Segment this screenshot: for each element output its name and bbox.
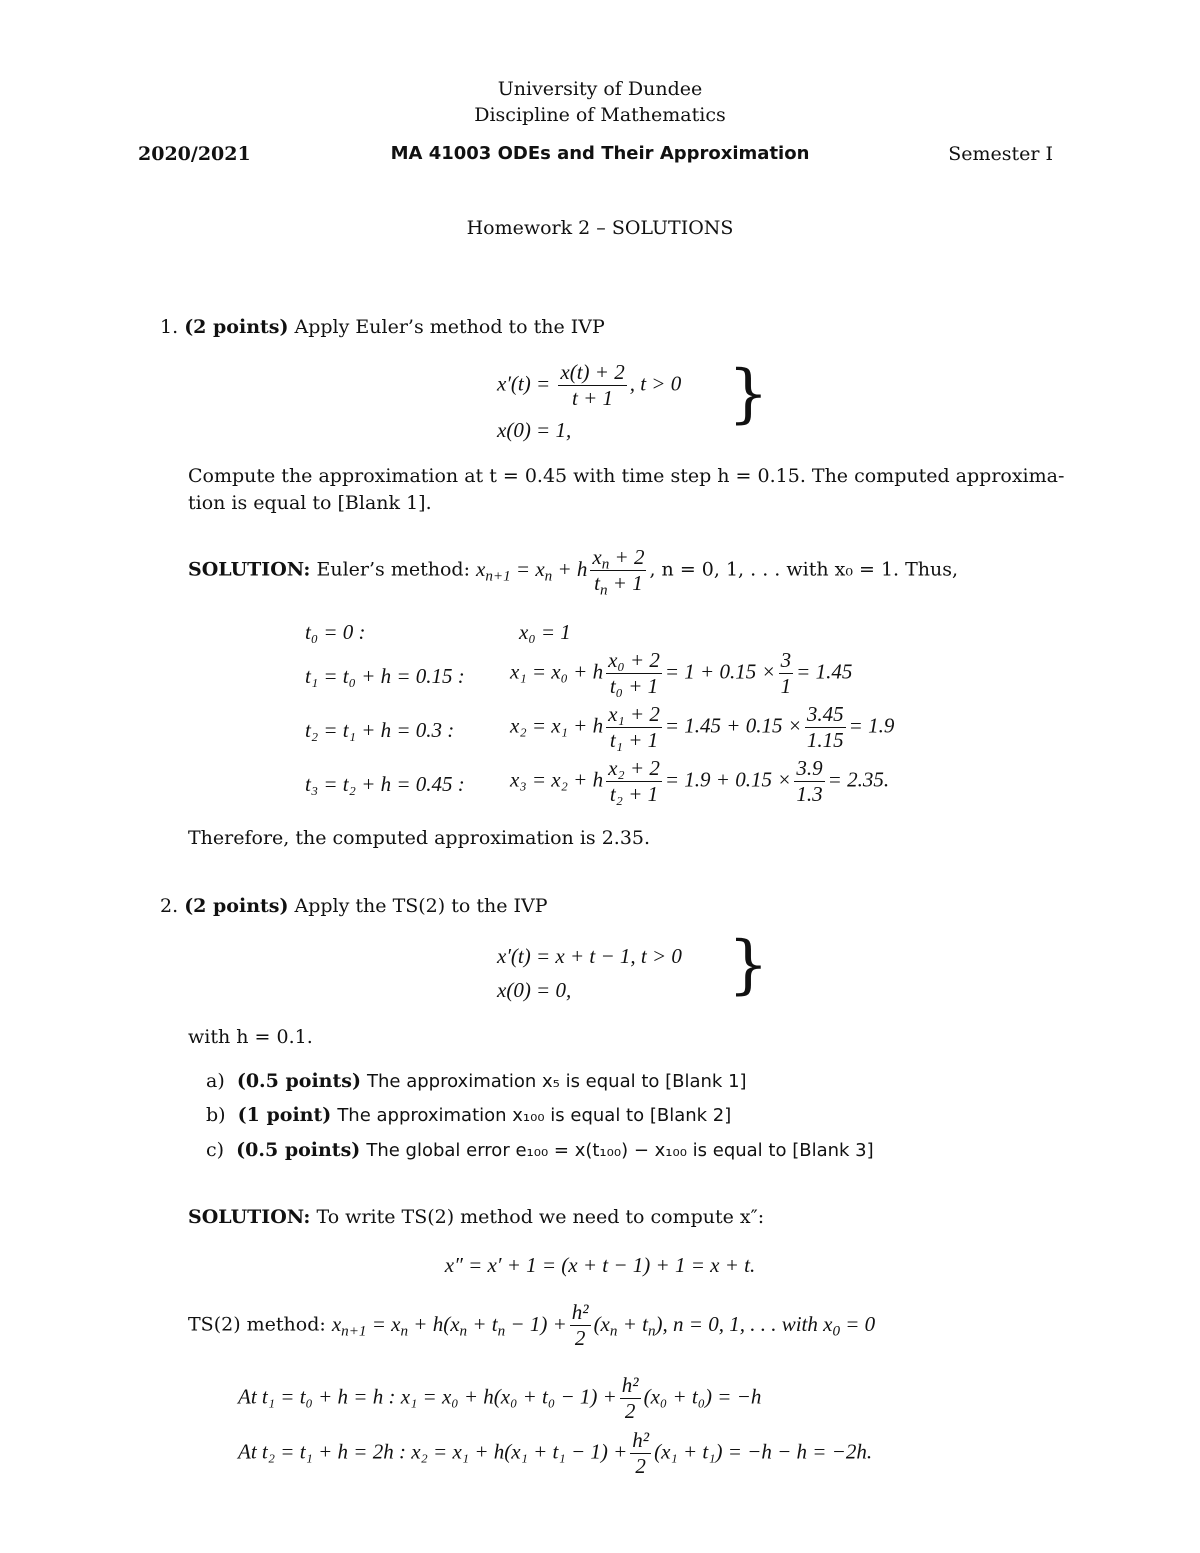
q2-part-a: a) (0.5 points) The approximation x₅ is equal to [Blank 1]	[206, 1070, 747, 1092]
discipline-name: Discipline of Mathematics	[474, 104, 726, 126]
q1-points: (2 points)	[184, 316, 289, 338]
document-title: Homework 2 – SOLUTIONS	[466, 217, 734, 239]
q1-step3-x: x₃ = x₂ + h	[510, 767, 604, 792]
q1-ivp-lhs: x′(t) =	[497, 371, 551, 396]
q1-step3-fraction: $\frac{\text{x₂ + 2}}{\text{t₂ + 1}}$	[608, 756, 660, 807]
q1-ivp-fraction	[558, 360, 626, 411]
q1-ivp-brace: }	[728, 357, 769, 431]
q1-conclusion: Therefore, the computed approximation is 2.35.	[188, 827, 651, 849]
q2-points: (2 points)	[184, 895, 289, 917]
q1-euler-fraction: $\frac{x_n + 2}{t_n + 1}$	[592, 545, 645, 599]
q2-step1	[238, 1373, 761, 1424]
q1-step0-t: t₀ = 0 :	[305, 620, 366, 644]
q1-ivp-condition: , t > 0	[629, 371, 682, 396]
q2-part-b-text: The approximation x₁₀₀ is equal to [Blank 2]	[337, 1105, 732, 1126]
q1-solution-intro	[188, 545, 959, 599]
q1-euler-formula: $x_{n+1} = x_n + h$	[476, 556, 588, 585]
q1-step1-t: t₁ = t₀ + h = 0.15 :	[305, 664, 465, 688]
q2-ivp-brace: }	[728, 928, 769, 1002]
q1-solution-text: Euler’s method:	[316, 558, 470, 581]
semester: Semester I	[948, 143, 1053, 165]
q1-ivp-initial: x(0) = 1,	[497, 418, 572, 442]
q1-step3-expr: x₃ = x₂ + h $\frac{\text{x₂ + 2}}{\text{t₂ + 1}}$ = 1.9 + 0.15 × $\frac{3.9}{1.3}$ = 2.35.	[510, 756, 890, 807]
q2-with-h: with h = 0.1.	[188, 1026, 313, 1048]
q2-ts2-lhs: $x_{n+1} = x_n + h(x_n + t_n - 1)$ +	[331, 1311, 567, 1340]
q1-step1-value-fraction: $\frac{3}{1}$	[780, 648, 792, 699]
q2-part-a-text: The approximation x₅ is equal to [Blank 1]	[367, 1071, 747, 1092]
q2-part-c-text: The global error e₁₀₀ = x(t₁₀₀) − x₁₀₀ is equal to [Blank 3]	[366, 1140, 874, 1161]
academic-year: 2020/2021	[138, 143, 251, 165]
course-title: MA 41003 ODEs and Their Approximation	[390, 143, 810, 164]
q2-ts2-rhs: $(x_n + t_n)$, n = 0, 1, . . . with $x_0 = 0$	[593, 1311, 876, 1340]
q1-heading	[160, 316, 605, 338]
q2-ts2-fraction: $\frac{\text{h²}}{2}$	[571, 1300, 589, 1351]
q1-step1-x: x₁ = x₀ + h	[510, 659, 604, 684]
q1-step3-t: t₃ = t₂ + h = 0.45 :	[305, 772, 465, 796]
q1-step0-x: x₀ = 1	[519, 620, 571, 644]
q2-step1-lhs: At t₁ = t₀ + h = h : x₁ = x₀ + h(x₀ + t₀ − 1) +	[238, 1384, 617, 1409]
q2-part-b: b) (1 point) The approximation x₁₀₀ is equal to [Blank 2]	[206, 1104, 732, 1126]
q2-part-c-points: (0.5 points)	[236, 1139, 361, 1161]
q1-ivp-den: t + 1	[572, 386, 614, 411]
q1-step2-expr: x₂ = x₁ + h $\frac{\text{x₁ + 2}}{\text{t₁ + 1}}$ = 1.45 + 0.15 × $\frac{3.45}{1.15}$ = 1.9	[510, 702, 895, 753]
q1-ivp-num: x(t) + 2	[558, 360, 626, 386]
q1-step3-value-fraction: $\frac{3.9}{1.3}$	[796, 756, 823, 807]
q2-solution-intro	[188, 1206, 764, 1228]
q1-solution-label: SOLUTION:	[188, 558, 311, 581]
q1-step2-fraction: $\frac{\text{x₁ + 2}}{\text{t₁ + 1}}$	[608, 702, 660, 753]
q2-step1-rhs: (x₀ + t₀) = −h	[643, 1384, 762, 1409]
q2-step2-rhs: (x₁ + t₁) = −h − h = −2h.	[654, 1439, 873, 1464]
q2-ts2-method	[188, 1300, 875, 1351]
q2-number: 2.	[160, 895, 179, 917]
q2-solution-label: SOLUTION:	[188, 1206, 311, 1228]
university-name: University of Dundee	[497, 78, 703, 100]
q2-step2	[238, 1428, 872, 1479]
q2-intro: Apply the TS(2) to the IVP	[294, 895, 548, 917]
q2-step2-fraction: $\frac{\text{h²}}{2}$	[632, 1428, 650, 1479]
q2-step1-fraction: $\frac{\text{h²}}{2}$	[621, 1373, 639, 1424]
q2-part-a-points: (0.5 points)	[236, 1070, 361, 1092]
q1-ivp-equation	[497, 360, 681, 411]
q1-number: 1.	[160, 316, 179, 338]
q2-step2-lhs: At t₂ = t₁ + h = 2h : x₂ = x₁ + h(x₁ + t₁ − 1) +	[238, 1439, 628, 1464]
q2-ivp-initial: x(0) = 0,	[497, 978, 572, 1002]
q2-heading	[160, 895, 548, 917]
q1-step1-fraction: $\frac{\text{x₀ + 2}}{\text{t₀ + 1}}$	[608, 648, 660, 699]
q1-step1-expr: x₁ = x₀ + h $\frac{\text{x₀ + 2}}{\text{t₀ + 1}}$ = 1 + 0.15 × $\frac{3}{1}$ = 1.45	[510, 648, 853, 699]
q2-ts2-label: TS(2) method:	[188, 1313, 326, 1336]
q1-task-line2: tion is equal to [Blank 1].	[188, 492, 432, 514]
q2-part-b-points: (1 point)	[237, 1104, 332, 1126]
q1-task-line1: Compute the approximation at t = 0.45 with time step h = 0.15. The computed approxima-	[188, 465, 1065, 487]
q1-solution-tail: , n = 0, 1, . . . with x₀ = 1. Thus,	[649, 558, 959, 581]
q1-step2-x: x₂ = x₁ + h	[510, 713, 604, 738]
q2-second-derivative: x″ = x′ + 1 = (x + t − 1) + 1 = x + t.	[444, 1253, 756, 1277]
q1-step2-t: t₂ = t₁ + h = 0.3 :	[305, 718, 455, 742]
q1-step2-value-fraction: $\frac{3.45}{1.15}$	[806, 702, 844, 753]
q2-solution-text: To write TS(2) method we need to compute x″:	[316, 1206, 765, 1228]
q2-part-c: c) (0.5 points) The global error e₁₀₀ = x(t₁₀₀) − x₁₀₀ is equal to [Blank 3]	[206, 1139, 874, 1161]
q1-intro: Apply Euler’s method to the IVP	[294, 316, 605, 338]
q2-ivp-equation: x′(t) = x + t − 1, t > 0	[497, 944, 682, 968]
